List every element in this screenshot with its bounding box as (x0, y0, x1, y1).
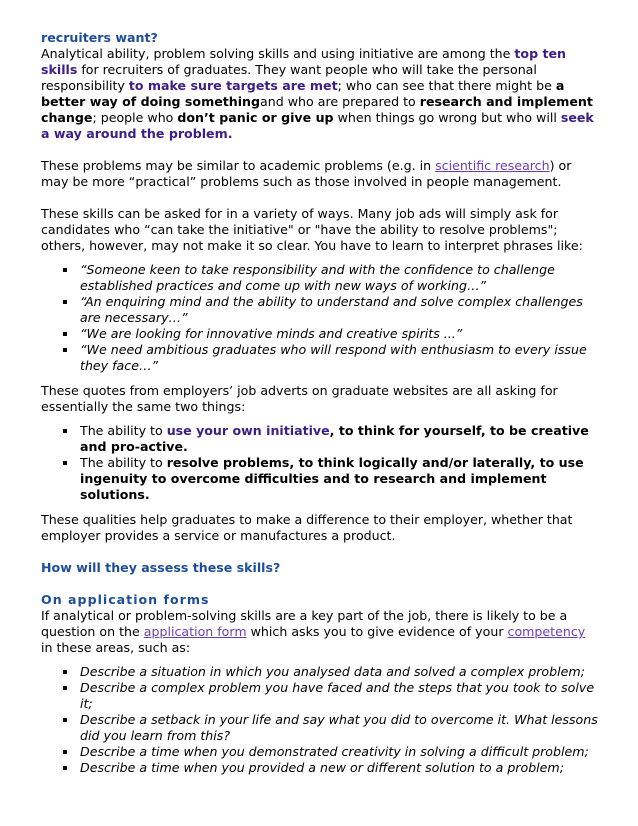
list-item: “We need ambitious graduates who will respond with enthusiasm to every issue they face…” (41, 342, 598, 374)
paragraph-job-ads: These skills can be asked for in a variety of ways. Many job ads will simply ask for candidates who “can take the initiative" or "have the ability to resolve problems"; others, however, may not make it so clear. You have to learn to interpret phrases like: (41, 206, 583, 253)
list-item: Describe a situation in which you analysed data and solved a complex problem; (41, 664, 598, 680)
highlight-better-way: a better way of doing something (41, 78, 565, 109)
bullet-icon (63, 348, 67, 352)
highlight-top-ten-skills: top ten skills (41, 46, 566, 77)
bullet-icon (63, 718, 67, 722)
list-item: The ability to use your own initiative, to think for yourself, to be creative and pro-active. (41, 423, 598, 455)
list-item: “We are looking for innovative minds and creative spirits ...” (41, 326, 598, 342)
paragraph-skills-intro: Analytical ability, problem solving skills and using initiative are among the top ten skills for recruiters of graduates. They want people who will take the personal responsibility to make sure targets are met; who can see that there might be a better way of doing somethingand who are prepared to research and implement change; people who don’t panic or give up when things go wrong but who will seek a way around the problem. (41, 46, 594, 141)
list-item: “An enquiring mind and the ability to understand and solve complex challenges are necessary…” (41, 294, 598, 326)
list-item: Describe a time when you demonstrated creativity in solving a difficult problem; (41, 744, 598, 760)
link-competency[interactable]: competency (507, 624, 586, 639)
bullet-icon (63, 686, 67, 690)
bullet-icon (63, 300, 67, 304)
bullet-icon (63, 268, 67, 272)
section-heading-recruiters: recruiters want? (41, 30, 158, 45)
quotes-list (41, 262, 598, 374)
highlight-own-initiative: use your own initiative (166, 423, 330, 438)
paragraph-qualities: These qualities help graduates to make a difference to their employer, whether that employer provides a service or manufactures a product. (41, 512, 573, 543)
questions-list (41, 664, 598, 776)
highlight-research-change: research and implement change (41, 94, 593, 125)
two-things-list (41, 423, 598, 503)
paragraph-application-form: If analytical or problem-solving skills are a key part of the job, there is likely to be a question on the application form which asks you to give evidence of your competency in these areas, such as: (41, 608, 586, 655)
link-application-form[interactable]: application form (143, 624, 247, 639)
list-item: “Someone keen to take responsibility and with the confidence to challenge established practices and come up with new ways of working…” (41, 262, 598, 294)
bullet-icon (63, 750, 67, 754)
highlight-seek-way: seek a way around the problem. (41, 110, 594, 141)
highlight-dont-panic: don’t panic or give up (177, 110, 334, 125)
highlight-targets: to make sure targets are met (128, 78, 338, 93)
list-item: Describe a setback in your life and say what you did to overcome it. What lessons did you learn from this? (41, 712, 598, 744)
bullet-icon (63, 461, 67, 465)
link-scientific-research[interactable]: scientific research (435, 158, 550, 173)
list-item: Describe a time when you provided a new or different solution to a problem; (41, 760, 598, 776)
list-item: Describe a complex problem you have faced and the steps that you took to solve it; (41, 680, 598, 712)
subheading-application-forms: On application forms (41, 592, 210, 607)
paragraph-quotes-summary: These quotes from employers’ job adverts on graduate websites are all asking for essentially the same two things: (41, 383, 558, 414)
list-item: The ability to resolve problems, to think logically and/or laterally, to use ingenuity to overcome difficulties and to research and implement solutions. (41, 455, 598, 503)
section-heading-assess: How will they assess these skills? (41, 560, 281, 575)
bullet-icon (63, 766, 67, 770)
bullet-icon (63, 332, 67, 336)
bullet-icon (63, 670, 67, 674)
bullet-icon (63, 429, 67, 433)
paragraph-problem-types: These problems may be similar to academic problems (e.g. in scientific research) or may be more “practical” problems such as those involved in people management. (41, 158, 572, 189)
